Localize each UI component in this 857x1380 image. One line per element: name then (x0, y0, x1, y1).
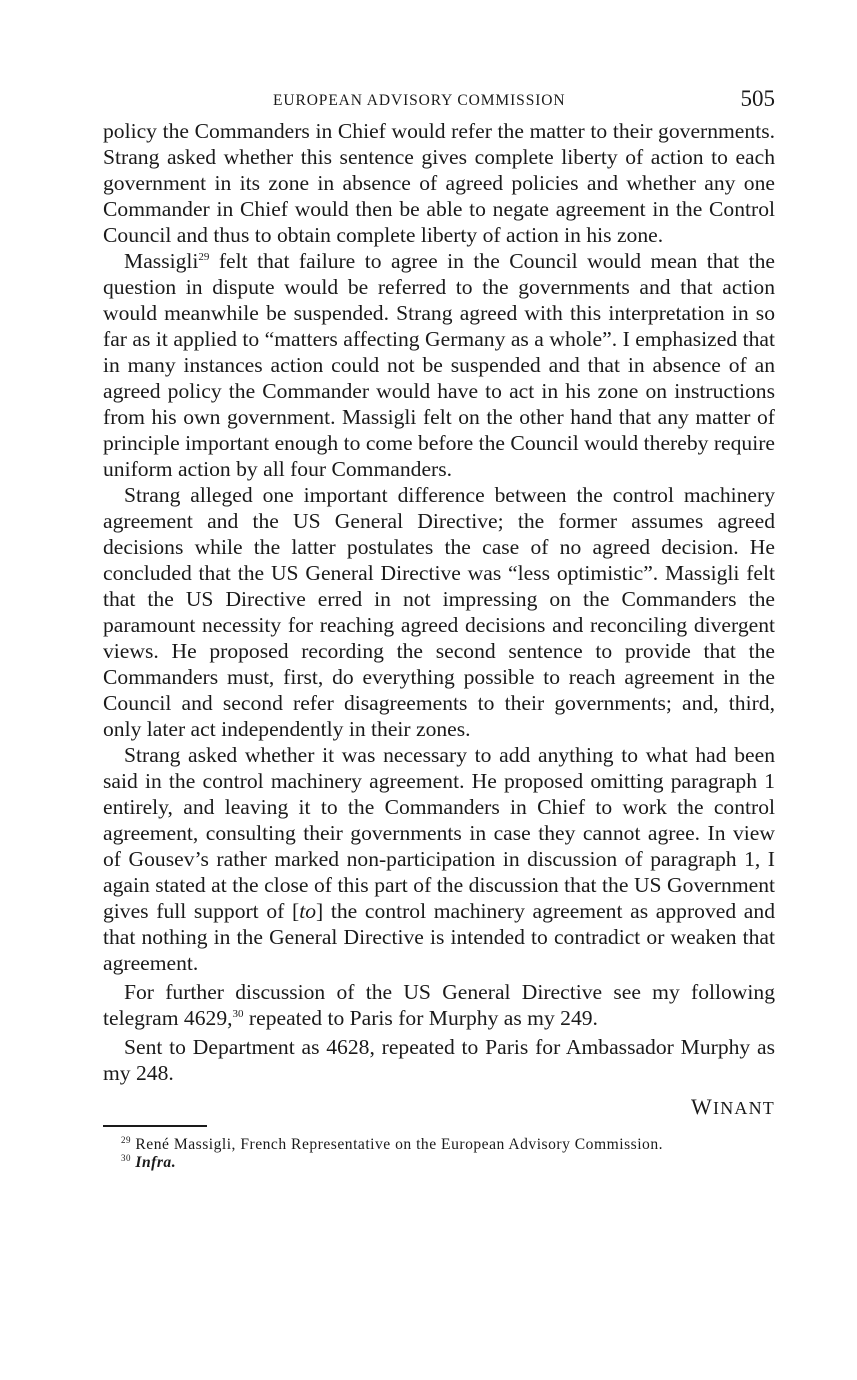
paragraph-1 (103, 118, 775, 248)
signature-rest: INANT (713, 1098, 775, 1118)
signature (103, 1096, 775, 1119)
paragraph-2 (103, 248, 775, 482)
footnote-30-text: Infra. (131, 1154, 177, 1171)
paragraph-4-text-a: Strang asked whether it was necessary to add anything to what had been said in the control machinery agreement. He proposed omitting paragraph 1 entirely, and leaving it to the Commanders in Chief to work the control agreement, consulting their governments in case they cannot agree. In view of Gousev’s rather marked non-participation in discussion of paragraph 1, I again stated at the close of this part of the discussion that the US Government gives full support of (103, 743, 775, 923)
running-title: EUROPEAN ADVISORY COMMISSION (273, 92, 566, 109)
footnote-29-text: René Massigli, French Representative on the European Advisory Commission. (131, 1136, 664, 1153)
paragraph-5-text-a: For further discussion of the US General Directive see my following telegram 4629, (103, 980, 775, 1030)
editorial-insert: to (299, 899, 317, 923)
paragraph-5-text-b: repeated to Paris for Murphy as my 249. (243, 1006, 598, 1030)
paragraph-2-lead: Massigli (124, 249, 199, 273)
footnote-ref-29: 29 (198, 251, 210, 263)
footnote-divider (103, 1125, 207, 1127)
paragraph-1-text: policy the Commanders in Chief would refer the matter to their governments. Strang asked whether this sentence gives complete liberty of action to each government in its zone in absence of agreed policies and whether any one Commander in Chief would then be able to negate agreement in the Control Council and thus to obtain complete liberty of action in his zone. (103, 119, 775, 247)
footnote-30 (103, 1154, 775, 1172)
document-page (103, 86, 775, 1172)
footnotes (103, 1136, 775, 1172)
paragraph-6-text: Sent to Department as 4628, repeated to Paris for Ambassador Murphy as my 248. (103, 1035, 775, 1085)
footnote-29-marker: 29 (121, 1135, 131, 1145)
running-head (103, 86, 775, 118)
paragraph-4-text-b: the control machinery agreement as approved and that nothing in the General Directive is intended to contradict or weaken that agreement. (103, 899, 775, 975)
page-number: 505 (740, 86, 775, 111)
paragraph-6 (103, 1034, 775, 1086)
footnote-30-marker: 30 (121, 1153, 131, 1163)
signature-initial: W (691, 1094, 713, 1119)
paragraph-5 (103, 979, 775, 1031)
footnote-ref-30: 30 (232, 1008, 244, 1020)
paragraph-4 (103, 742, 775, 976)
body-text (103, 118, 775, 1086)
bracket-open: [ (292, 899, 300, 923)
bracket-close: ] (316, 899, 324, 923)
paragraph-3 (103, 482, 775, 742)
footnote-29 (103, 1136, 775, 1154)
paragraph-3-text: Strang alleged one important difference between the control machinery agreement and the US General Directive; the former assumes agreed decisions while the latter postulates the case of no agreed decision. He concluded that the US General Directive was “less optimistic”. Massigli felt that the US Directive erred in not impressing on the Commanders the paramount necessity for reaching agreed decisions and reconciling divergent views. He proposed recording the second sentence to provide that the Commanders must, first, do everything possible to reach agreement in the Council and second refer disagreements to their governments; and, third, only later act independently in their zones. (103, 483, 775, 741)
paragraph-2-text: felt that failure to agree in the Council would mean that the question in dispute would be referred to the governments and that action would meanwhile be suspended. Strang agreed with this interpretation in so far as it applied to “matters affecting Germany as a whole”. I emphasized that in many instances action could not be suspended and that in absence of an agreed policy the Commander would have to act in his zone on instructions from his own government. Massigli felt on the other hand that any matter of principle important enough to come before the Council would thereby require uniform action by all four Commanders. (103, 249, 775, 481)
